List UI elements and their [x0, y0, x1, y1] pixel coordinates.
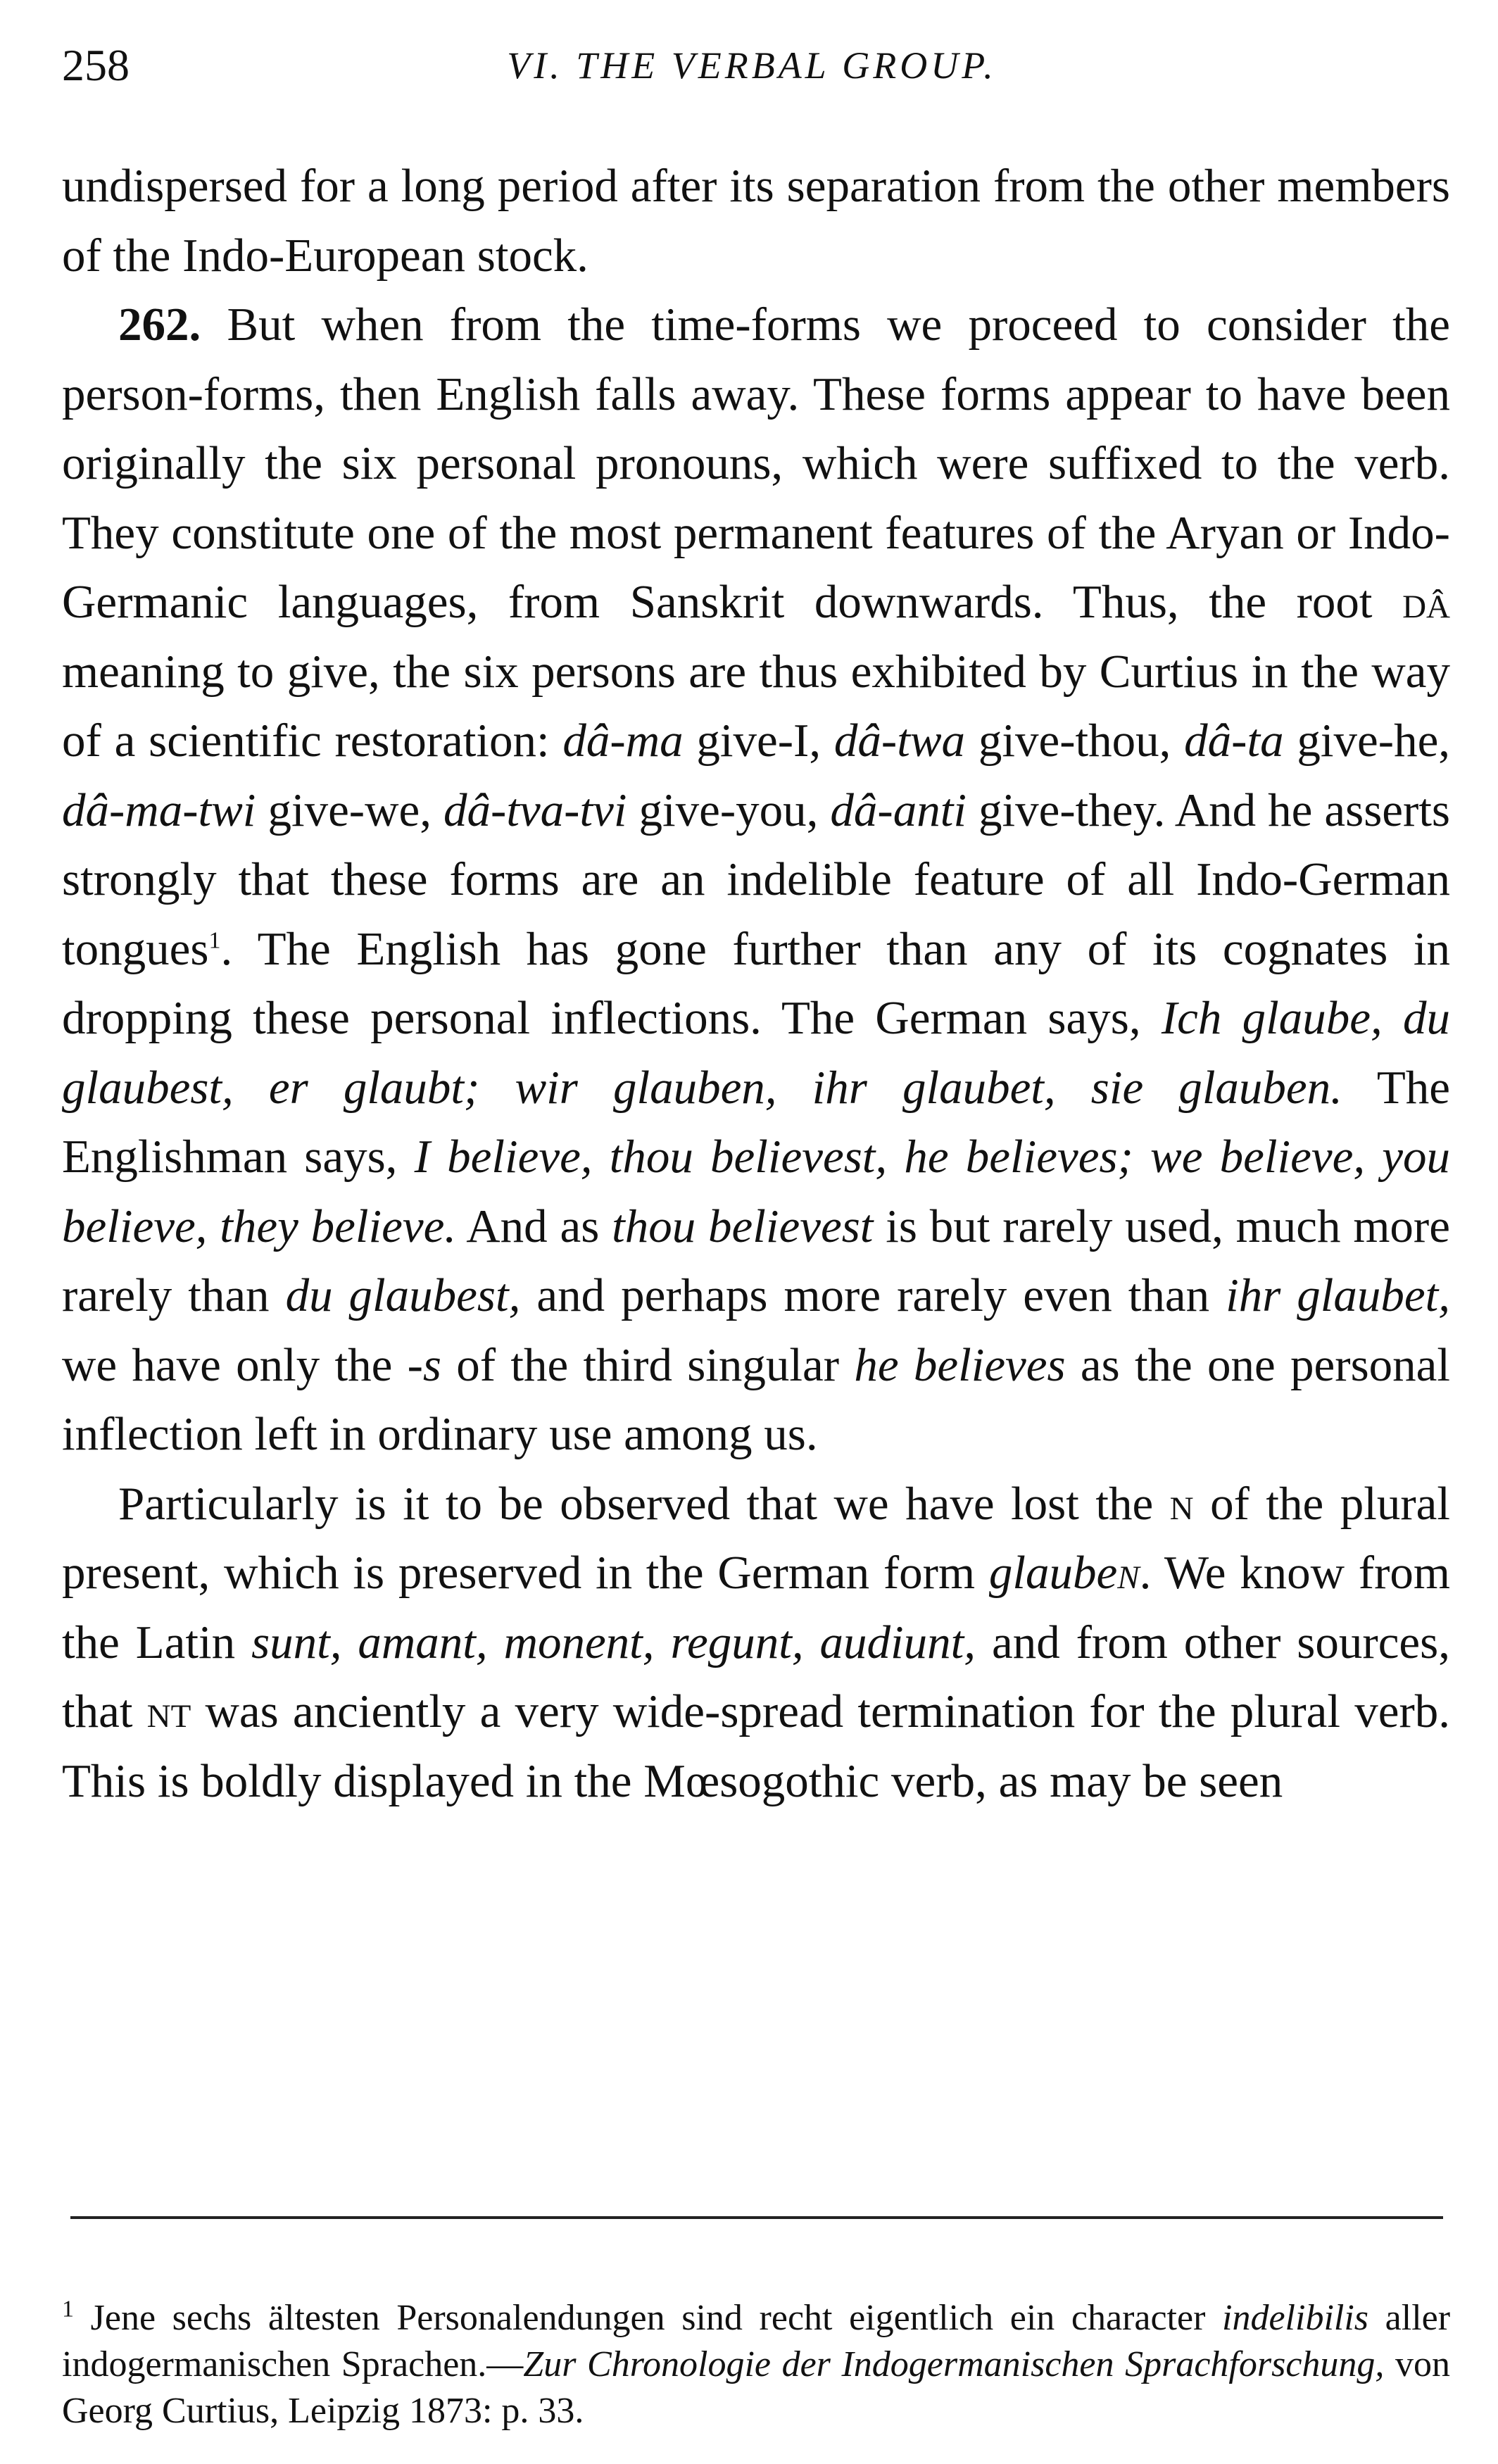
sanskrit-form: dâ-tva-tvi — [443, 784, 627, 836]
page-number: 258 — [62, 40, 130, 90]
footnote-divider — [70, 2216, 1443, 2219]
root-da: dâ — [1402, 576, 1450, 628]
sanskrit-form: dâ-ma-twi — [62, 784, 256, 836]
english-forms: I believe, thou believest, he believes; we believe, you believe, they believe. — [62, 1131, 1451, 1252]
german-forms: Ich glaube, du glaubest, er glaubt; wir glauben, ihr glaubet, sie glauben. — [62, 992, 1451, 1114]
page-header — [62, 34, 1442, 97]
paragraph-262: 262. But when from the time-forms we proceed to consider the person-forms, then English falls away. These forms appear to have been originally the six personal pronouns, which were suffixed to the verb. They constitute one of the most permanent features of the Aryan or Indo-Germanic languages, from Sanskrit downwards. Thus, the root dâ meaning to give, the six persons are thus exhibited by Curtius in the way of a scientific restoration: dâ-ma give-I, dâ-twa give-thou, dâ-ta give-he, dâ-ma-twi give-we, dâ-tva-tvi give-you, dâ-anti give-they. And he asserts strongly that these forms are an indelible feature of all Indo-German tongues$^1$. The English has gone further than any of its cognates in dropping these personal inflections. The German says, Ich glaube, du glaubest, er glaubt; wir glauben, ihr glaubet, sie glauben. The Englishman says, I believe, thou believest, he believes; we believe, you believe, they believe. And as thou believest is but rarely used, much more rarely than du glaubest, and perhaps more rarely even than ihr glaubet, we have only the -s of the third singular he believes as the one personal inflection left in ordinary use among us. — [62, 298, 1451, 1460]
paragraph-continued: undispersed for a long period after its separation from the other members of the Indo-European stock. — [62, 160, 1450, 282]
footnote-reference[interactable]: 1 — [208, 927, 221, 954]
footnote-marker: 1 — [62, 2296, 74, 2322]
running-head: VI. THE VERBAL GROUP. — [507, 44, 997, 87]
sanskrit-form: dâ-anti — [830, 784, 967, 836]
sanskrit-form: dâ-ta — [1184, 715, 1284, 767]
latin-forms: sunt, amant, monent, regunt, audiunt, — [251, 1616, 976, 1668]
section-number: 262. — [118, 298, 201, 351]
paragraph-plural: Particularly is it to be observed that we have lost the n of the plural present, which is preserved in the German form glauben. We know from the Latin sunt, amant, monent, regunt, audiunt, and from other sources, that nt was anciently a very wide-spread termination for the plural verb. This is boldly displayed in the Mœsogothic verb, as may be seen — [62, 1477, 1451, 1807]
sanskrit-form: dâ-twa — [833, 715, 966, 767]
footnote: $^1$ Jene sechs ältesten Personalendungen sind recht eigentlich ein character indelibilis aller indogermanischen Sprachen.—Zur Chronologie der Indogermanischen Sprachforschung, von Georg Curtius, Leipzig 1873: p. 33. — [62, 2296, 1451, 2431]
letter-n: n — [1169, 1477, 1194, 1530]
main-text — [62, 151, 1450, 1816]
nt-termination: nt — [146, 1685, 191, 1737]
sanskrit-form: dâ-ma — [562, 715, 684, 767]
glauben-form: glauben — [988, 1547, 1140, 1599]
